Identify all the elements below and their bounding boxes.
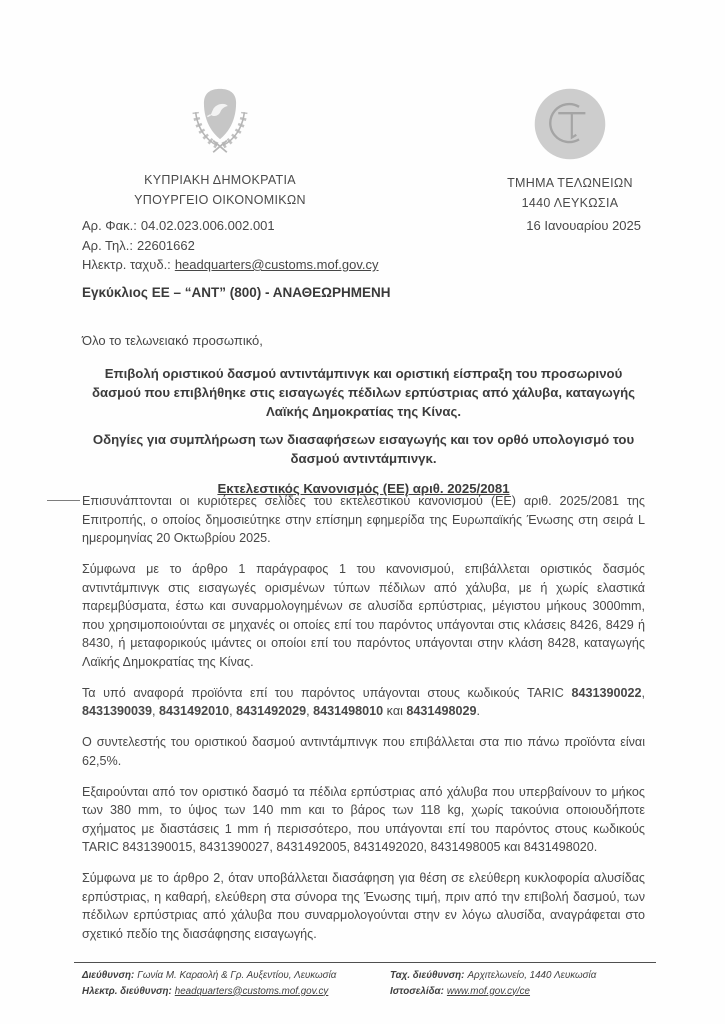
footer-divider: [74, 962, 656, 963]
footer-postal-row: [390, 968, 648, 984]
footer-address-row: [82, 968, 390, 984]
footer: [82, 968, 648, 999]
footer-address-label: Διεύθυνση:: [82, 970, 135, 981]
email-link[interactable]: headquarters@customs.mof.gov.cy: [174, 257, 379, 272]
body-paragraph-5: Εξαιρούνται από τον οριστικό δασμό τα πέδιλα ερπύστριας από χάλυβα που υπερβαίνουν το μήκος των 380 mm, το ύψος των 140 mm και το βάρος των 118 kg, χωρίς τακούνια οποιουδήποτε σχήματος με διαστάσεις 1 mm ή περισσότερο, που υπάγονται επί του παρόντος στους κωδικούς TARIC 8431390015, 8431390027, 8431492005, 8431492020, 8431498005 και 8431498020.: [82, 784, 645, 854]
footer-address-value: Γωνία Μ. Καραολή & Γρ. Αυξεντίου, Λευκωσία: [137, 970, 337, 981]
footer-website-label: Ιστοσελίδα:: [390, 985, 444, 997]
footer-email-row: [82, 984, 390, 1000]
title-block: [82, 364, 645, 498]
footer-website-link[interactable]: www.mof.gov.cy/ce: [446, 985, 531, 997]
document-date: 16 Ιανουαρίου 2025: [526, 218, 641, 233]
phone-label: Αρ. Τηλ.:: [82, 237, 133, 253]
body-paragraph-1: Επισυνάπτονται οι κυριότερες σελίδες του εκτελεστικού κανονισμού (ΕΕ) αριθ. 2025/2081 της Επιτροπής, ο οποίος δημοσιεύτηκε στην επίσημη εφημερίδα της Ευρωπαϊκής Ένωσης στη σειρά L ημερομηνίας 20 Οκτωβρίου 2025.: [82, 494, 645, 545]
body-paragraph-2: Σύμφωνα με το άρθρο 1 παράγραφος 1 του κανονισμού, επιβάλλεται οριστικός δασμός αντιντάμπινγκ στις εισαγωγές ορισμένων τύπων πέδιλων από χάλυβα, με ή χωρίς ελαστικά παρεμβύσματα, έστω και συναρμολογημένων σε αλυσίδα ερπύστριας, μέγιστου μήκους 3000mm, που χρησιμοποιούνται σε μηχανές οι οποίες επί του παρόντος υπάγονται στις κλάσεις 8426, 8429 ή 8430, ή μεταφορικούς ιμάντες οι οποίοι επί του παρόντος υπάγονται στην κλάση 8428, καταγωγής Λαϊκής Δημοκρατίας της Κίνας.: [82, 562, 645, 669]
body-paragraph-4: Ο συντελεστής του οριστικού δασμού αντιντάμπινγκ που επιβάλλεται στα πιο πάνω προϊόντα είναι 62,5%.: [82, 735, 645, 768]
salutation: Όλο το τελωνειακό προσωπικό,: [82, 333, 263, 348]
phone-row: [82, 236, 379, 256]
email-row: [82, 255, 379, 275]
department-name: ΤΜΗΜΑ ΤΕΛΩΝΕΙΩΝ: [507, 176, 633, 190]
department-header: [487, 86, 653, 213]
circular-subject-line: Εγκύκλιος ΕΕ – “ΑΝΤ” (800) - ΑΝΑΘΕΩΡΗΜΕΝΗ: [82, 285, 391, 300]
footer-postal-value: Αρχιτελωνείο, 1440 Λευκωσία: [467, 970, 597, 981]
footer-right-column: [390, 968, 648, 999]
body-paragraph-3: Τα υπό αναφορά προϊόντα επί του παρόντος υπάγονται στους κωδικούς TARIC 8431390022, 8431390039, 8431492010, 8431492029, 8431498010 και 8431498029.: [82, 685, 645, 718]
file-number-row: [82, 216, 379, 236]
cyprus-coat-of-arms-icon: [181, 84, 259, 162]
regulation-heading: Εκτελεστικός Κανονισμός (ΕΕ) αριθ. 2025/2081: [217, 481, 510, 496]
body-paragraph-6: Σύμφωνα με το άρθρο 2, όταν υποβάλλεται διασάφηση για θέση σε ελεύθερη κυκλοφορία αλυσίδας ερπύστριας, η καθαρή, ελεύθερη στα σύνορα της Ένωσης τιμή, πριν από την επιβολή δασμού, των πέδιλων ερπύστριας από χάλυβα που συναρμολογούνται στην εν λόγω αλυσίδα, αναγράφεται στο σχετικό πεδίο της διασάφησης εισαγωγής.: [82, 871, 645, 941]
republic-header: [88, 84, 352, 210]
email-label: Ηλεκτρ. ταχυδ.:: [82, 257, 171, 272]
title-heading-1: Επιβολή οριστικού δασμού αντιντάμπινγκ και οριστική είσπραξη του προσωρινού δασμού που επιβλήθηκε στις εισαγωγές πέδιλων ερπύστριας από χάλυβα, καταγωγής Λαϊκής Δημοκρατίας της Κίνας.: [91, 366, 636, 419]
file-number-label: Αρ. Φακ.:: [82, 218, 137, 233]
department-postcode: 1440 ΛΕΥΚΩΣΙΑ: [521, 196, 619, 210]
body-text: [82, 492, 645, 956]
republic-name: ΚΥΠΡΙΑΚΗ ΔΗΜΟΚΡΑΤΙΑ: [144, 173, 296, 187]
footer-left-column: [82, 968, 390, 999]
footer-website-row: [390, 984, 648, 1000]
file-number-value: 04.02.023.006.002.001: [140, 218, 275, 233]
footer-email-link[interactable]: headquarters@customs.mof.gov.cy: [174, 985, 329, 997]
ministry-name: ΥΠΟΥΡΓΕΙΟ ΟΙΚΟΝΟΜΙΚΩΝ: [134, 193, 306, 207]
title-heading-2: Οδηγίες για συμπλήρωση των διασαφήσεων εισαγωγής και τον ορθό υπολογισμό του δασμού αντιντάμπινγκ.: [92, 432, 635, 466]
footer-email-label: Ηλεκτρ. διεύθυνση:: [82, 985, 172, 997]
phone-value: 22601662: [137, 237, 195, 253]
margin-mark: [47, 500, 80, 501]
reference-block: [82, 216, 379, 275]
footer-postal-label: Ταχ. διεύθυνση:: [390, 970, 465, 981]
customs-department-seal-icon: [532, 86, 608, 162]
